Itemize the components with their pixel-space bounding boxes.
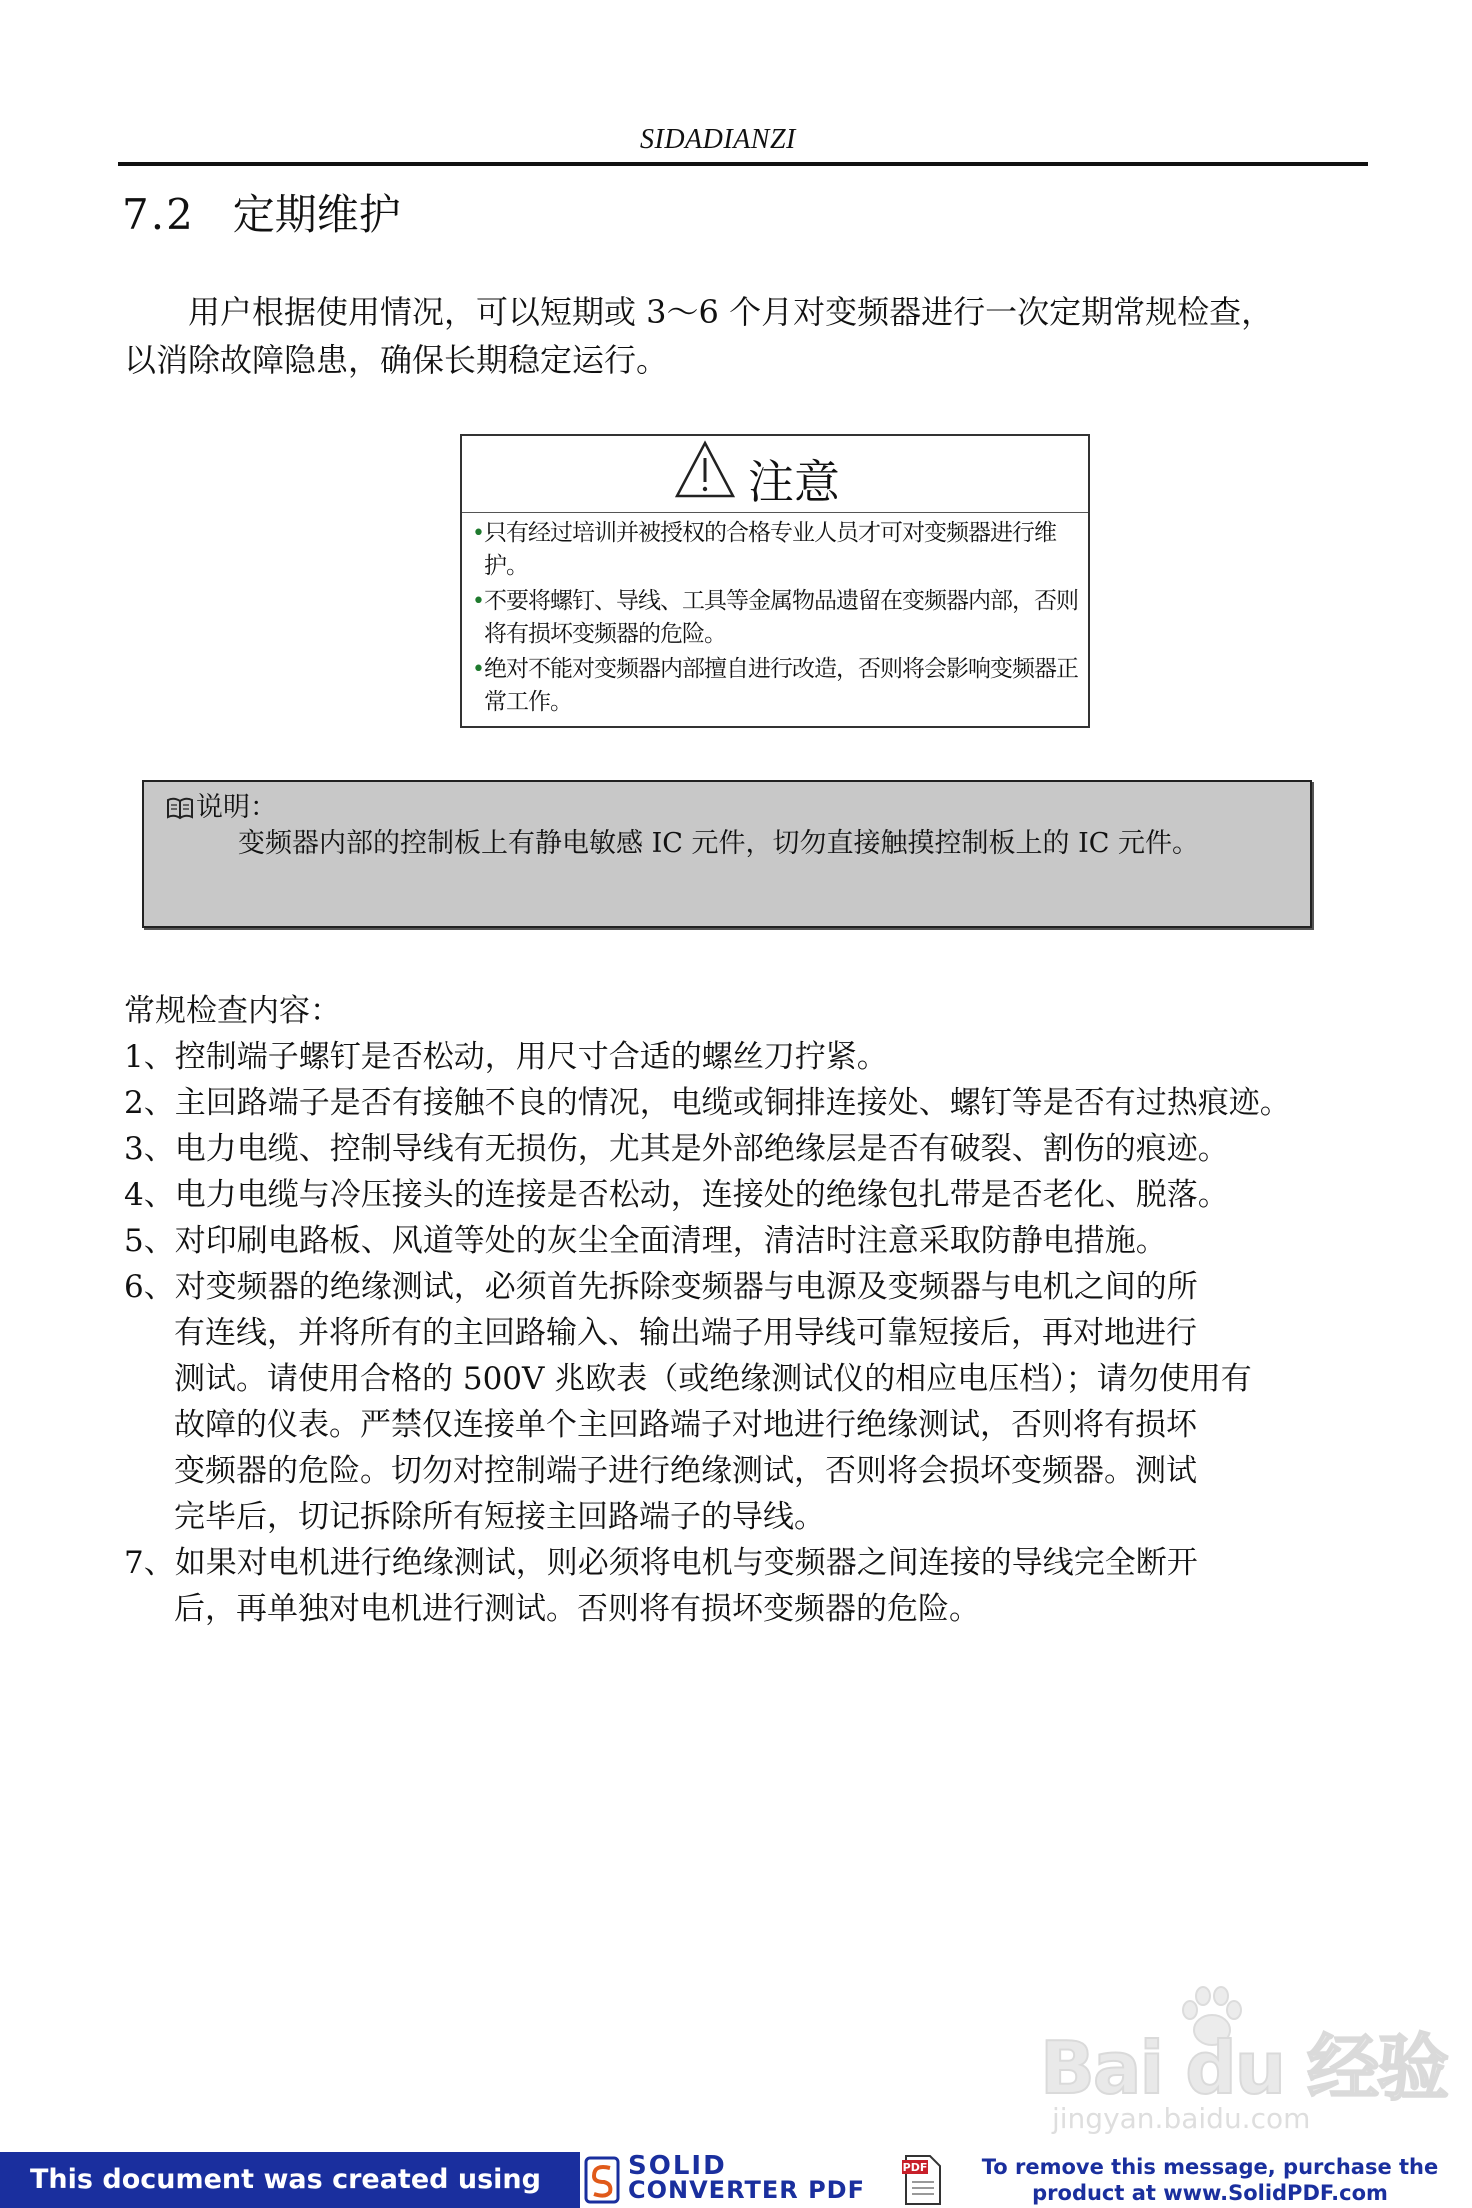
- section-title-text: 定期维护: [232, 190, 401, 239]
- checklist-item: 5、对印刷电路板、风道等处的灰尘全面清理，清洁时注意采取防静电措施。: [124, 1223, 1167, 1259]
- bullet-icon: •: [472, 657, 484, 682]
- checklist-item: 1、控制端子螺钉是否松动，用尺寸合适的螺丝刀拧紧。: [124, 1039, 888, 1075]
- header-brand: SIDADIANZI: [640, 124, 796, 155]
- svg-text:PDF: PDF: [902, 2161, 928, 2174]
- banner-brand: SOLID CONVERTER PDF: [628, 2151, 865, 2204]
- warning-box: [460, 434, 1090, 728]
- bullet-icon: •: [472, 589, 484, 614]
- intro-line-2: 以消除故障隐患，确保长期稳定运行。: [124, 341, 669, 379]
- note-label: 说明：: [166, 790, 277, 826]
- watermark-url: jingyan.baidu.com: [1052, 2102, 1311, 2135]
- solid-logo-icon: [582, 2154, 622, 2206]
- note-box: [142, 780, 1312, 928]
- checklist-item: 4、电力电缆与冷压接头的连接是否松动，连接处的绝缘包扎带是否老化、脱落。: [124, 1177, 1229, 1213]
- section-number: 7.2: [122, 190, 195, 239]
- section-title: [122, 182, 401, 242]
- warning-item: • 绝对不能对变频器内部擅自进行改造，否则将会影响变频器正常工作。: [472, 653, 1084, 719]
- header-rule: [118, 162, 1368, 166]
- warning-list: [462, 513, 1088, 719]
- checklist-item: 2、主回路端子是否有接触不良的情况，电缆或铜排连接处、螺钉等是否有过热痕迹。: [124, 1085, 1291, 1121]
- checklist-heading: 常规检查内容：: [124, 993, 341, 1029]
- warning-title: 注意: [748, 455, 840, 509]
- warning-item: • 不要将螺钉、导线、工具等金属物品遗留在变频器内部，否则将有损坏变频器的危险。: [472, 585, 1084, 651]
- warning-header: [462, 436, 1088, 513]
- banner-left-text: This document was created using: [0, 2152, 580, 2208]
- pdf-document-icon: [900, 2154, 944, 2206]
- note-text: 变频器内部的控制板上有静电敏感 IC 元件，切勿直接触摸控制板上的 IC 元件。: [238, 828, 1199, 859]
- book-icon: [166, 796, 194, 820]
- checklist-item: 3、电力电缆、控制导线有无损伤，尤其是外部绝缘层是否有破裂、割伤的痕迹。: [124, 1131, 1229, 1167]
- banner-purchase-link[interactable]: To remove this message, purchase the product at www.SolidPDF.com: [981, 2155, 1439, 2205]
- checklist-items: [124, 1034, 1384, 1632]
- bullet-icon: •: [472, 521, 484, 546]
- warning-triangle-icon: [674, 440, 736, 500]
- watermark-logo: Bai du 经验: [1040, 2026, 1448, 2110]
- intro-line-1: 用户根据使用情况，可以短期或 3～6 个月对变频器进行一次定期常规检查，: [188, 293, 1274, 331]
- warning-item: • 只有经过培训并被授权的合格专业人员才可对变频器进行维护。: [472, 517, 1084, 583]
- checklist: [124, 988, 1384, 1632]
- checklist-item: 7、如果对电机进行绝缘测试，则必须将电机与变频器之间连接的导线完全断开 后，再单独对电机进行测试。否则将有损坏变频器的危险。: [124, 1545, 1198, 1627]
- baidu-watermark: [1040, 1990, 1448, 2140]
- intro-paragraph: [124, 288, 1374, 384]
- checklist-item: 6、对变频器的绝缘测试，必须首先拆除变频器与电源及变频器与电机之间的所 有连线，并将所有的主回路输入、输出端子用导线可靠短接后，再对地进行 测试。请使用合格的 500V 兆欧表（或绝缘测试仪的相应电压档）；请勿使用有 故障的仪表。严禁仅连接单个主回路端子对地进行绝缘测试，否则将有损坏 变频器的危险。切勿对控制端子进行绝缘测试，否则将会损坏变频器。测试 完毕后，切记拆除所有短接主回路端子的导线。: [124, 1269, 1252, 1535]
